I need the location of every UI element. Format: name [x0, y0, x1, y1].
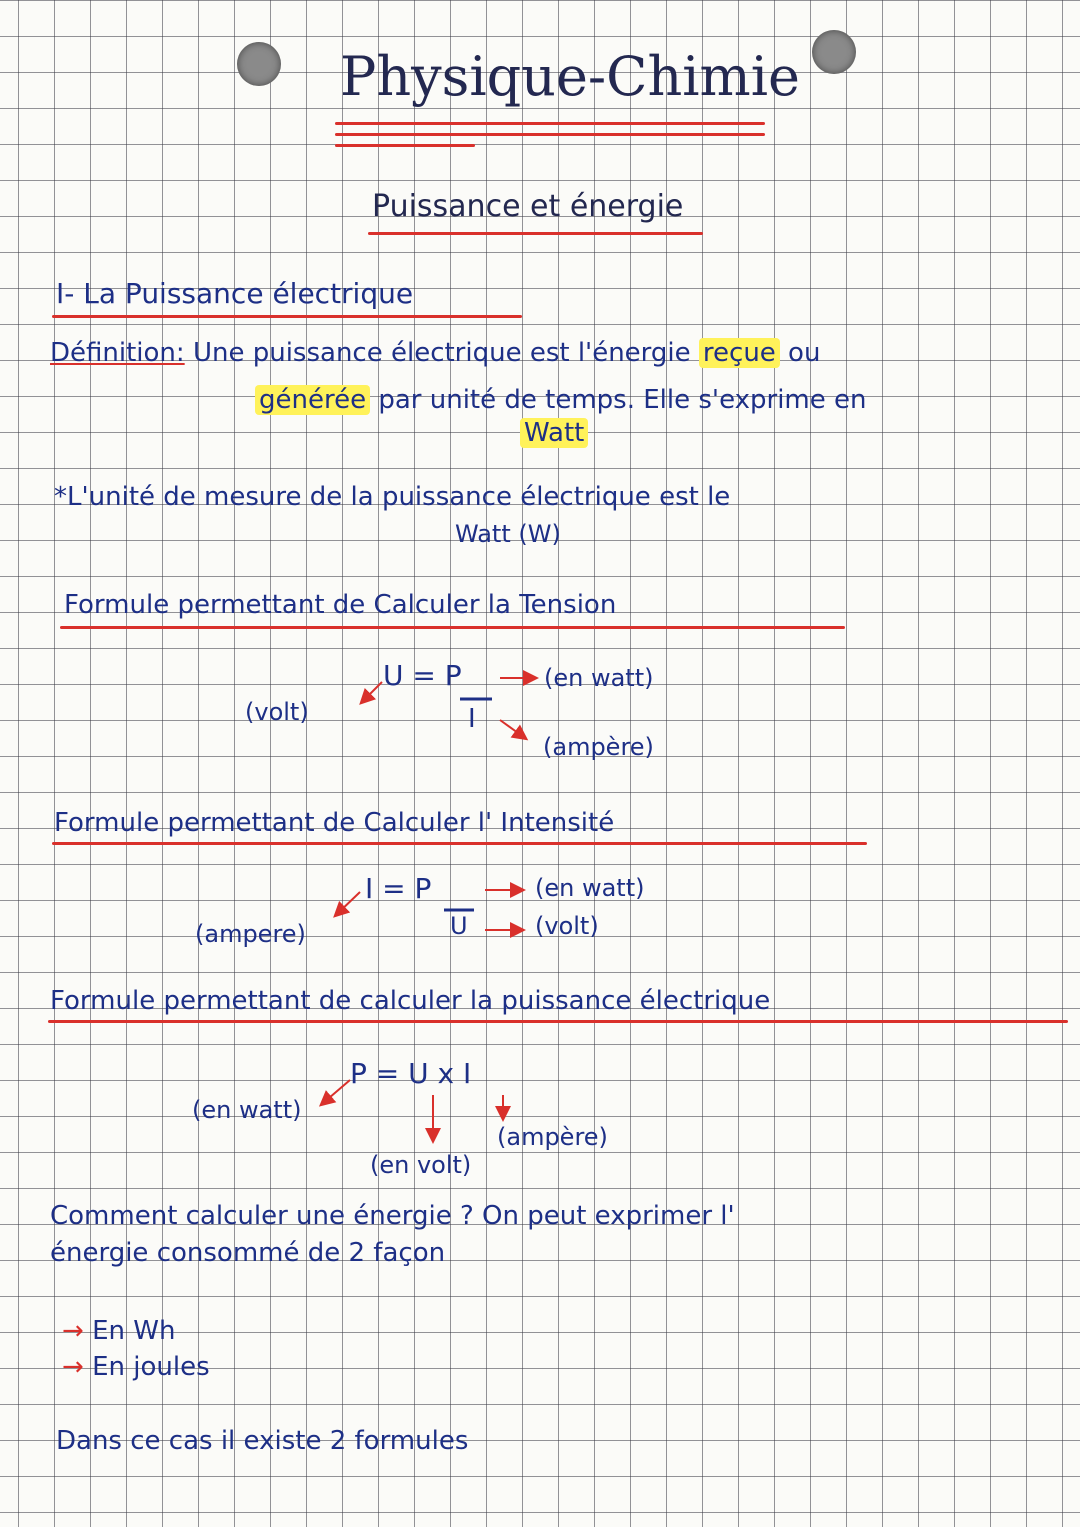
definition-line-2 — [255, 387, 866, 413]
definition-line-1 — [50, 340, 820, 366]
highlight-watt: Watt — [520, 418, 588, 448]
tension-arrow-left — [362, 682, 382, 702]
power-left-unit: (en watt) — [192, 1096, 302, 1124]
highlight-recue: reçue — [699, 338, 780, 368]
tension-denominator: I — [468, 704, 476, 734]
energy-question-line-2: énergie consommé de 2 façon — [50, 1238, 446, 1268]
intensity-bottom-unit: (volt) — [535, 912, 599, 940]
arrow-right-icon: → — [62, 1352, 84, 1382]
bullet-joules-text: En joules — [92, 1352, 210, 1382]
power-u-unit: (en volt) — [370, 1151, 472, 1179]
power-heading: Formule permettant de calculer la puissance électrique — [50, 986, 771, 1016]
tension-equation: U = P — [383, 659, 462, 692]
title-underline-1 — [335, 122, 765, 125]
definition-line-3 — [520, 420, 588, 446]
definition-text-b: ou — [779, 338, 821, 368]
intensity-equation: I = P — [365, 872, 432, 905]
tension-bottom-unit: (ampère) — [543, 733, 654, 761]
intensity-denominator: U — [450, 912, 468, 940]
punch-hole-left — [237, 42, 281, 86]
closing-line: Dans ce cas il existe 2 formules — [56, 1426, 469, 1456]
section-heading: I- La Puissance électrique — [56, 277, 414, 310]
unit-note-line-2: Watt (W) — [455, 520, 561, 548]
intensity-top-unit: (en watt) — [535, 874, 645, 902]
tension-underline — [60, 626, 845, 629]
page-subtitle: Puissance et énergie — [372, 189, 684, 224]
definition-text-c: par unité de temps. Elle s'exprime en — [370, 385, 867, 415]
bullet-wh — [62, 1318, 175, 1344]
bullet-joules — [62, 1354, 210, 1380]
title-underline-2 — [335, 133, 765, 136]
power-equation: P = U x I — [350, 1057, 472, 1090]
intensity-left-unit: (ampere) — [195, 920, 306, 948]
unit-note-line-1: *L'unité de mesure de la puissance électrique est le — [54, 482, 731, 512]
definition-text-a: Une puissance électrique est l'énergie — [192, 338, 699, 368]
punch-hole-right — [812, 30, 856, 74]
definition-label: Définition: — [50, 338, 185, 368]
tension-left-unit: (volt) — [245, 698, 309, 726]
power-arrow-left — [322, 1080, 350, 1104]
title-underline-3 — [335, 144, 475, 147]
page-title: Physique-Chimie — [340, 45, 800, 108]
section-underline — [52, 315, 522, 318]
tension-top-unit: (en watt) — [544, 664, 654, 692]
power-underline — [48, 1020, 1068, 1023]
intensity-arrow-left — [336, 892, 360, 915]
energy-question-line-1: Comment calculer une énergie ? On peut exprimer l' — [50, 1201, 735, 1231]
tension-arrow-bottom — [500, 720, 525, 738]
highlight-generee: générée — [255, 385, 370, 415]
subtitle-underline — [368, 232, 703, 235]
tension-heading: Formule permettant de Calculer la Tension — [64, 590, 617, 620]
arrow-right-icon: → — [62, 1316, 84, 1346]
bullet-wh-text: En Wh — [92, 1316, 176, 1346]
intensity-heading: Formule permettant de Calculer l' Intensité — [54, 808, 615, 838]
power-i-unit: (ampère) — [497, 1123, 608, 1151]
intensity-underline — [52, 842, 867, 845]
